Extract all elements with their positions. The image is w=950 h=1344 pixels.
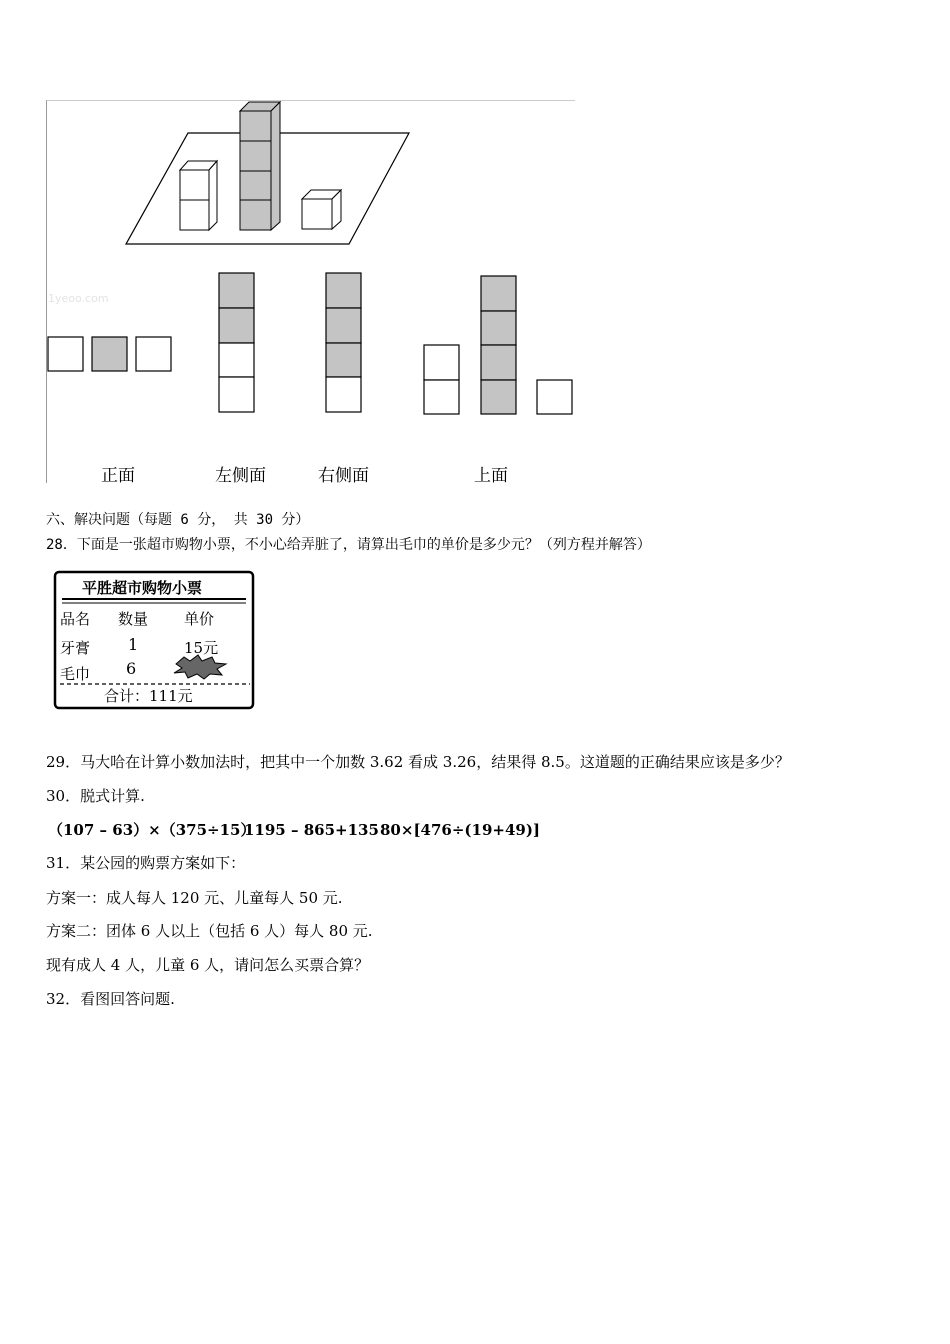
label-top-view: 上面 [474,466,508,486]
question-32: 32．看图回答问题. [46,990,175,1008]
label-right-side-view: 右侧面 [318,466,369,486]
expression-2: 1195 – 865+135 [244,821,379,839]
receipt-row-2-qty: 6 [126,659,137,678]
view-right-side [326,273,361,412]
receipt-header-qty: 数量 [118,610,149,628]
question-30: 30．脱式计算. [46,787,145,805]
receipt [52,569,256,711]
receipt-total: 合计：111元 [104,687,193,705]
receipt-title: 平胜超市购物小票 [82,579,203,597]
cube-figure [0,0,950,500]
question-31-question: 现有成人 4 人，儿童 6 人，请问怎么买票合算？ [46,956,370,974]
receipt-row-1-qty: 1 [128,635,139,654]
question-28: 28．下面是一张超市购物小票，不小心给弄脏了，请算出毛巾的单价是多少元？（列方程并解答） [46,537,651,553]
receipt-header-name: 品名 [60,610,91,628]
view-left-side [219,273,254,412]
question-31: 31．某公园的购票方案如下： [46,854,246,872]
watermark-text: 1yeoo.com [48,292,109,305]
question-31-plan-2: 方案二：团体 6 人以上（包括 6 人）每人 80 元. [46,922,373,940]
receipt-row-1-name: 牙膏 [60,639,91,657]
expression-3: 80×[476÷(19+49)] [380,821,541,839]
section-heading: 六、解决问题（每题 6 分， 共 30 分） [46,512,310,528]
view-front [48,337,171,371]
expression-1: （107 – 63）×（375÷15） [48,821,256,839]
cube-stack-middle [240,102,280,230]
receipt-header-price: 单价 [184,610,215,628]
label-left-side-view: 左侧面 [215,466,266,486]
cube-stack-left [180,161,217,230]
view-top [424,276,572,414]
question-31-plan-1: 方案一：成人每人 120 元、儿童每人 50 元. [46,889,343,907]
cube-single-right [302,190,341,229]
receipt-row-2-name: 毛巾 [60,665,91,683]
question-29: 29．马大哈在计算小数加法时，把其中一个加数 3.62 看成 3.26，结果得 8.5。这道题的正确结果应该是多少？ [46,753,790,771]
receipt-row-1-price: 15元 [184,639,219,657]
label-front-view: 正面 [101,466,135,486]
